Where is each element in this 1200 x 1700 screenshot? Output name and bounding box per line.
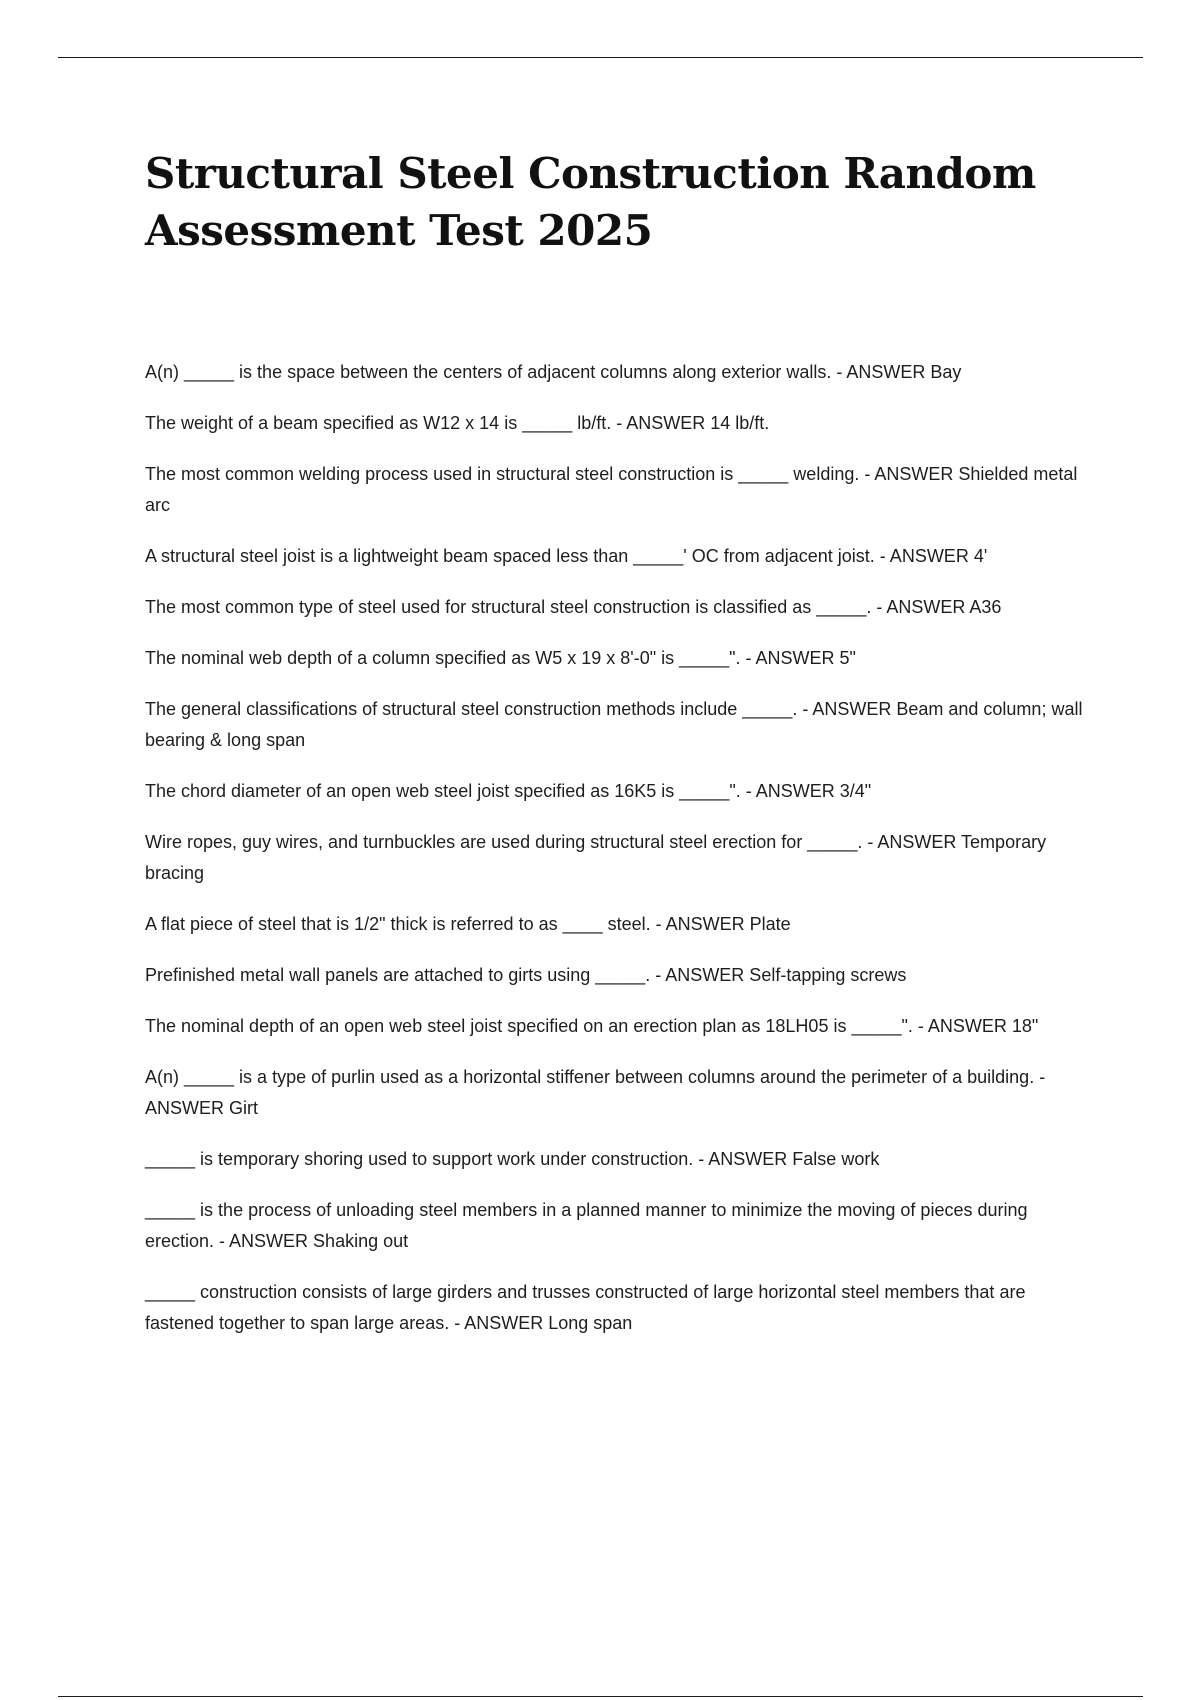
- question-item: A flat piece of steel that is 1/2" thick is referred to as ____ steel. - ANSWER Plate: [145, 914, 791, 934]
- bottom-divider: [58, 1696, 1143, 1697]
- question-item: _____ is temporary shoring used to support work under construction. - ANSWER False work: [145, 1149, 880, 1169]
- question-item: The most common type of steel used for structural steel construction is classified as _____. - ANSWER A36: [145, 597, 1002, 617]
- question-item: A(n) _____ is the space between the centers of adjacent columns along exterior walls. - ANSWER Bay: [145, 362, 962, 382]
- question-item: The nominal web depth of a column specified as W5 x 19 x 8'-0" is _____". - ANSWER 5": [145, 648, 856, 668]
- question-item: _____ construction consists of large girders and trusses constructed of large horizontal steel members that are fastened together to span large areas. - ANSWER Long span: [145, 1282, 1026, 1333]
- question-list: [145, 357, 1090, 1359]
- question-item: Wire ropes, guy wires, and turnbuckles are used during structural steel erection for _____. - ANSWER Temporary bracing: [145, 832, 1047, 883]
- question-item: A structural steel joist is a lightweight beam spaced less than _____' OC from adjacent joist. - ANSWER 4': [145, 546, 988, 566]
- question-item: The most common welding process used in structural steel construction is _____ welding. - ANSWER Shielded metal arc: [145, 464, 1078, 515]
- question-item: Prefinished metal wall panels are attached to girts using _____. - ANSWER Self-tapping screws: [145, 965, 907, 985]
- question-item: The chord diameter of an open web steel joist specified as 16K5 is _____". - ANSWER 3/4": [145, 781, 872, 801]
- question-item: The weight of a beam specified as W12 x 14 is _____ lb/ft. - ANSWER 14 lb/ft.: [145, 413, 770, 433]
- top-divider: [58, 57, 1143, 58]
- question-item: A(n) _____ is a type of purlin used as a horizontal stiffener between columns around the perimeter of a building. - ANSWER Girt: [145, 1067, 1046, 1118]
- question-item: _____ is the process of unloading steel members in a planned manner to minimize the moving of pieces during erection. - ANSWER Shaking out: [145, 1200, 1028, 1251]
- document-title: Structural Steel Construction Random Assessment Test 2025: [145, 149, 1036, 255]
- question-item: The nominal depth of an open web steel joist specified on an erection plan as 18LH05 is _____". - ANSWER 18": [145, 1016, 1039, 1036]
- question-item: The general classifications of structural steel construction methods include _____. - ANSWER Beam and column; wall bearing & long span: [145, 699, 1083, 750]
